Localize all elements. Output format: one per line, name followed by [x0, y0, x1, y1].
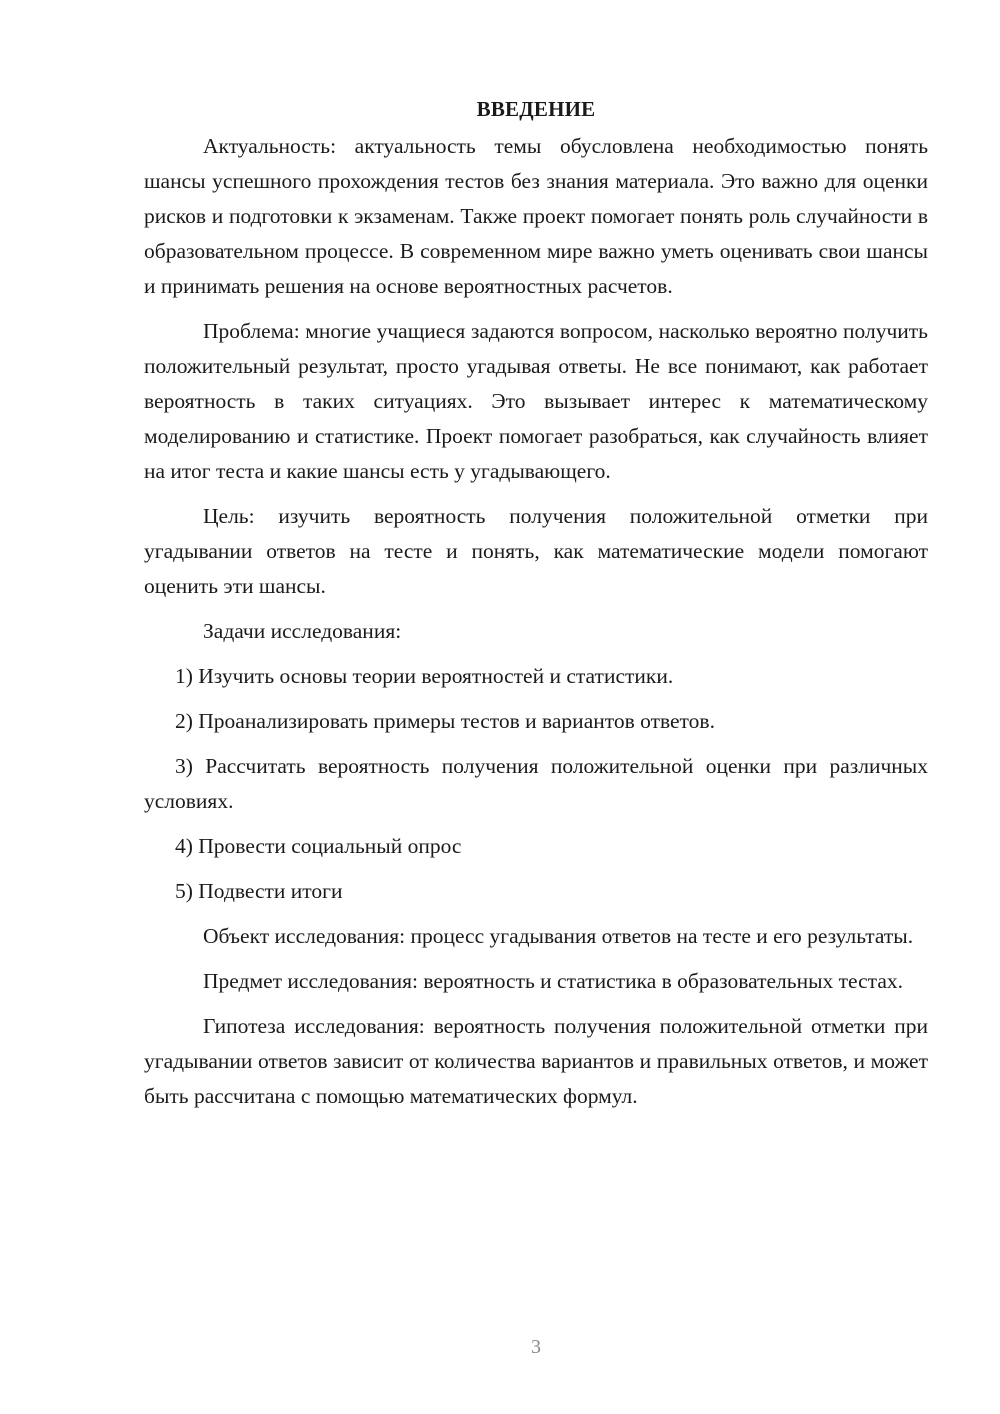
task-item-1: 1) Изучить основы теории вероятностей и статистики. — [175, 664, 674, 688]
paragraph-goal: Цель: изучить вероятность получения положительной отметки при угадывании ответов на тесте и понять, как математические модели помогают оценить эти шансы. — [144, 504, 928, 598]
task-item-5: 5) Подвести итоги — [175, 879, 343, 903]
tasks-heading: Задачи исследования: — [203, 619, 402, 643]
section-title: ВВЕДЕНИЕ — [476, 97, 596, 121]
task-item-2: 2) Проанализировать примеры тестов и вариантов ответов. — [175, 709, 715, 733]
document-page — [144, 92, 928, 1114]
paragraph-subject: Предмет исследования: вероятность и статистика в образовательных тестах. — [203, 969, 903, 993]
task-item-3: 3) Рассчитать вероятность получения положительной оценки при различных условиях. — [144, 754, 928, 813]
paragraph-object: Объект исследования: процесс угадывания ответов на тесте и его результаты. — [203, 924, 914, 948]
paragraph-hypothesis: Гипотеза исследования: вероятность получения положительной отметки при угадывании ответов зависит от количества вариантов и правильных ответов, и может быть рассчитана с помощью математических формул. — [144, 1014, 928, 1108]
paragraph-relevance: Актуальность: актуальность темы обусловлена необходимостью понять шансы успешного прохождения тестов без знания материала. Это важно для оценки рисков и подготовки к экзаменам. Также проект помогает понять роль случайности в образовательном процессе. В современном мире важно уметь оценивать свои шансы и принимать решения на основе вероятностных расчетов. — [144, 134, 928, 298]
paragraph-problem: Проблема: многие учащиеся задаются вопросом, насколько вероятно получить положительный результат, просто угадывая ответы. Не все понимают, как работает вероятность в таких ситуациях. Это вызывает интерес к математическому моделированию и статистике. Проект помогает разобраться, как случайность влияет на итог теста и какие шансы есть у угадывающего. — [144, 319, 928, 483]
page-number: 3 — [531, 1336, 541, 1358]
task-item-4: 4) Провести социальный опрос — [175, 834, 462, 858]
